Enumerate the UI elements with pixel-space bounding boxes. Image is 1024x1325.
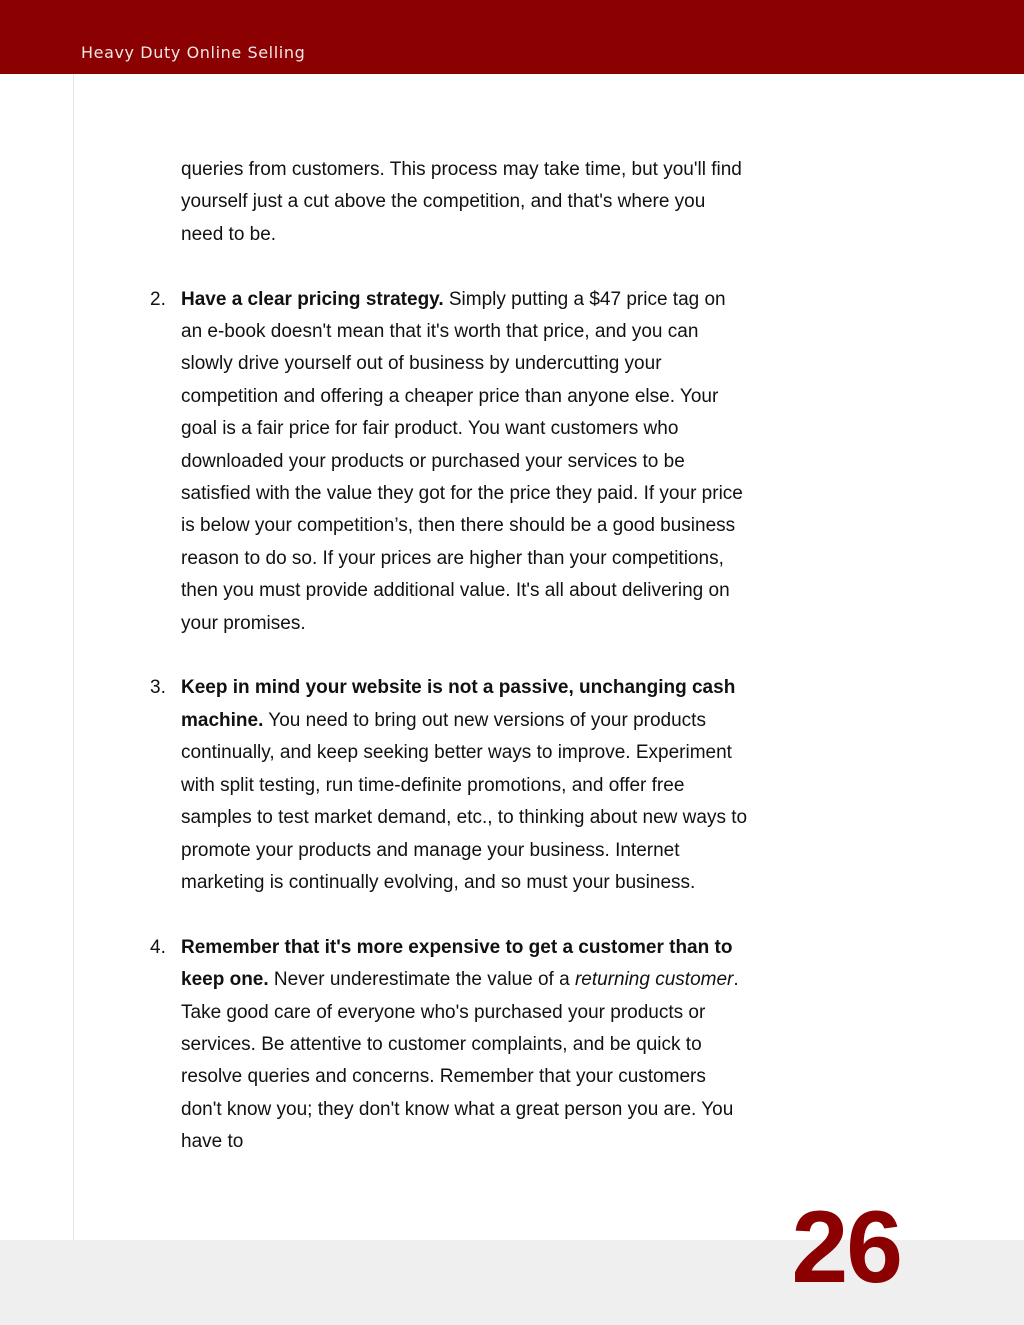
item-text: Never underestimate the value of a xyxy=(268,969,575,991)
item-text: Simply putting a $47 price tag on an e-book doesn't mean that it's worth that price, and you can slowly drive yourself out of business by undercutting your competition and offering a cheaper price than anyone else. Your goal is a fair price for fair product. You want customers who downloaded your products or purchased your services to be satisfied with the value they got for the price they paid. If your price is below your competition’s, then there should be a good business reason to do so. If your prices are higher than your competitions, then you must provide additional value. It's all about delivering on your promises. xyxy=(181,288,743,634)
header-bar xyxy=(0,0,1024,74)
item-heading: Remember that it's more expensive to get a customer than to keep one. xyxy=(181,936,733,991)
item-text: You need to bring out new versions of your products continually, and keep seeking better ways to improve. Experiment with split testing, run time-definite promotions, and offer free samples to test market demand, etc., to thinking about new ways to promote your products and manage your business. Internet marketing is continually evolving, and so must your business. xyxy=(181,709,748,893)
list-number: 4. xyxy=(150,936,166,958)
list-item xyxy=(148,932,748,1159)
list-item xyxy=(148,672,748,899)
item-heading: Have a clear pricing strategy. xyxy=(181,288,444,310)
document-title: Heavy Duty Online Selling xyxy=(81,43,306,62)
margin-rule xyxy=(73,74,74,1240)
page-body xyxy=(148,154,748,1159)
page-number: 26 xyxy=(791,1190,901,1304)
intro-paragraph: queries from customers. This process may take time, but you'll find yourself just a cut above the competition, and that's where you need to be. xyxy=(181,159,742,245)
item-heading: Keep in mind your website is not a passive, unchanging cash machine. xyxy=(181,677,736,731)
list-number: 3. xyxy=(150,677,166,699)
item-emphasis: returning customer xyxy=(574,969,734,991)
list-item xyxy=(148,284,748,640)
item-text: . Take good care of everyone who's purchased your products or services. Be attentive to customer complaints, and be quick to resolve queries and concerns. Remember that your customers don't know you; they don't know what a great person you are. You have to xyxy=(181,969,739,1153)
list-number: 2. xyxy=(150,288,166,310)
